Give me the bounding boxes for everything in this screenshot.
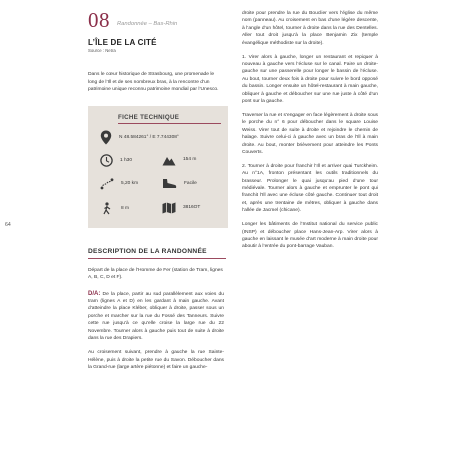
intro-paragraph: Dans le cœur historique de Strasbourg, une promenade le long de l’Ill et de ses nombreux bras, à la rencontre d’un patrimoine unique reconnu patrimoine mondial par l’Unesco. [88,72,219,93]
mountain-icon [162,154,176,166]
page-number: 64 [5,222,11,228]
right-column [242,10,378,257]
gps-item [100,130,179,145]
description-paragraph-2: Au croisement suivant, prendre à gauche la rue Sainte-Hélène, puis à droite la petite rue du Savon. Déboucher dans la Grand-rue (large artère piétonne) et faire un gauche- [88,350,224,371]
duration-value: 1 h30 [120,157,133,163]
technical-sheet [88,106,228,228]
chapter-title: Randonnée – Bas-Rhin [117,21,178,27]
section-source: Source : Netra [88,48,116,53]
right-paragraph-3: Traverser la rue et s’engager en face légèrement à droite sous le porche du n° 6 pour déboucher dans le square Louise Weiss. Virer tout de suite à droite et rejoindre le chemin de halage. Suivre celui-ci à gauche avec un bras de l’Ill à main droite. Au bout, monter brièvement pour atteindre les Ponts Couverts. [242,112,378,155]
gps-coordinates: N 48.584261° / E 7.744308° [119,134,179,140]
right-paragraph-1: droite pour prendre la rue du Bouclier vers l’église du même nom (panneau). Au croisement en bas d’une légère descente, à l’angle d’un hôtel, tourner à droite dans la rue des Dentelles. Aller tout droit jusqu’à la place Benjamin Zix (temple évangélique méthodiste sur la droite). [242,11,378,46]
right-paragraph-2: 1. Virer alors à gauche, longer un restaurant et repiquer à nouveau à gauche vers l’écluse sur le canal. Faire un droite-gauche sur une passerelle pour longer le bassin de l’écluse. Au bout, tourner deux fois à droite pour suivre le bord opposé du bassin. Longer ensuite un hôtel-restaurant à main gauche, obliquer à gauche et déboucher sur une rue juste à côté d’un pont sur la gauche. [242,54,378,104]
elevation-item [162,154,196,166]
walker-icon [100,202,114,215]
altitude-value: 8 m [121,205,129,211]
right-paragraph-4: 2. Tourner à droite pour franchir l’Ill et arriver quai Turckheim. Au n°1A, fronton présentant les outils traditionnels du brasseur. Prolonger le quai jusqu’au pied d’une tour médiévale. Tourner alors à gauche et emprunter le pont qui franchit l’Ill avec une écluse côté gauche. Continuer tout droit et, après une trentaine de mètres, obliquer à gauche dans l’allée de Jacmel (chicane). [242,163,378,214]
map-ref-item [162,202,200,214]
route-icon [100,178,114,190]
chapter-header [88,10,224,30]
map-pin-icon [100,130,112,145]
technical-sheet-divider [118,123,221,124]
duration-item [100,154,132,167]
start-point: Départ de la place de l’Homme de Fer (station de Tram, lignes A, B, C, D et F). [88,267,223,281]
section-title: L’ÎLE DE LA CITÉ [88,38,157,47]
hiking-boot-icon [162,178,177,189]
folded-map-icon [162,202,176,214]
chapter-number: 08 [88,8,110,32]
left-column [88,10,224,372]
technical-sheet-title: FICHE TECHNIQUE [118,113,180,121]
difficulty-value: Facile [184,180,197,186]
description-title: DESCRIPTION DE LA RANDONNÉE [88,248,226,259]
altitude-item [100,202,129,215]
elevation-value: 154 m [183,157,197,163]
distance-value: 5,20 km [121,181,139,187]
description-paragraph-1 [88,291,224,343]
right-paragraph-5: Longer les bâtiments de l’Institut national du service public (INSP) et déboucher place Hans-Jean-Arp. Virer alors à gauche en laissant le musée d’art moderne à main droite pour aboutir à l’entrée du pont-barrage Vauban. [242,222,378,250]
start-arrival-label: D/A: [88,290,101,297]
map-reference: 3816OT [183,205,201,211]
description-paragraph-1-text: De la place, partir au sud parallèlement aux voies du tram (lignes A et D) en les gardant à main gauche. Avant d’atteindre la place Kléber, obliquer à droite, passer sous un porche et marcher sur la rue du Fossé des Tanneurs. Suivre cette rue jusqu’à ce qu’elle croise la large rue du 22 Novembre. Tourner alors à gauche puis tout de suite à droite dans la rue des Drapiers. [88,291,224,342]
difficulty-item [162,178,197,189]
distance-item [100,178,138,190]
clock-icon [100,154,113,167]
